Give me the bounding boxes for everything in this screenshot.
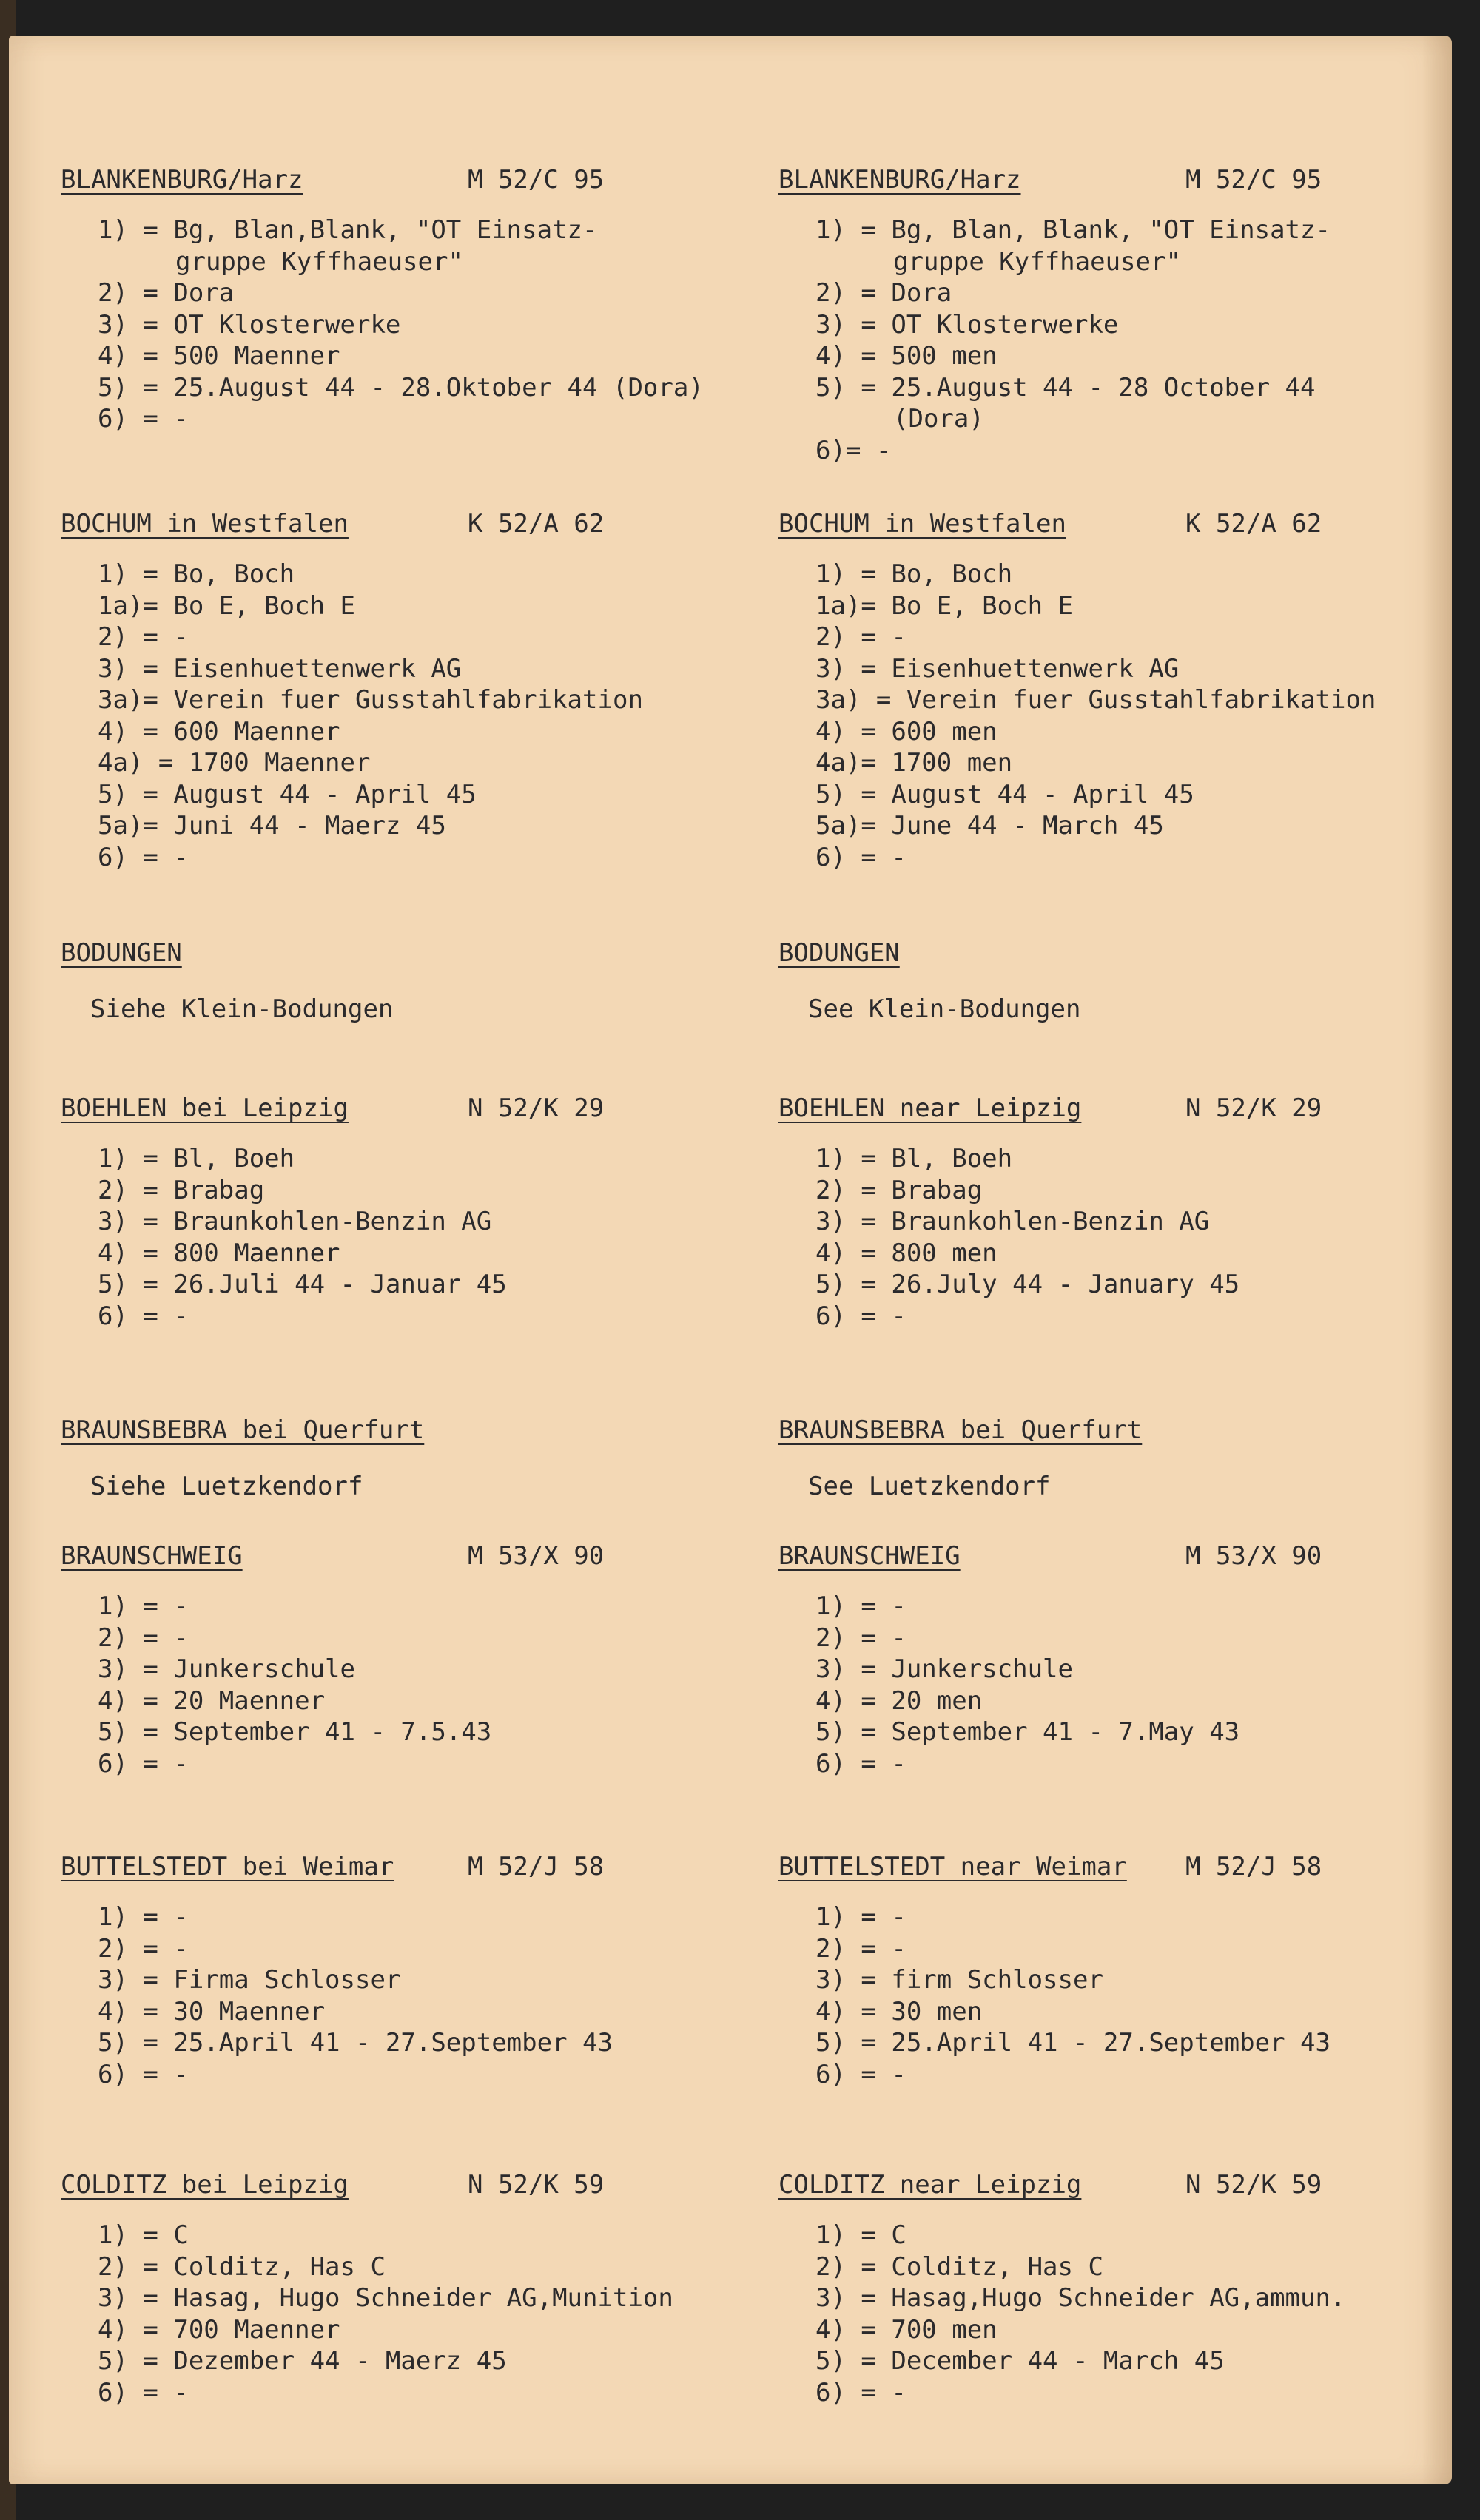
field-line: 5) = 26.July 44 - January 45	[815, 1270, 1240, 1299]
entry-right-3	[771, 1090, 1422, 1332]
document-page	[9, 36, 1452, 2484]
field-line: 4) = 30 Maenner	[98, 1996, 326, 2027]
field-line: 2) = Brabag	[815, 1175, 983, 1205]
entry-fields	[815, 215, 1422, 466]
field-line: 5) = August 44 - April 45	[815, 779, 1194, 809]
entry-right-4	[771, 1412, 1422, 1502]
place-name: COLDITZ near Leipzig	[778, 2170, 1082, 2200]
map-code: N 52/K 59	[468, 2170, 605, 2200]
field-line: 5) = Dezember 44 - Maerz 45	[98, 2346, 507, 2376]
field-line: 4) = 30 men	[815, 1996, 983, 2027]
field-line: 1) = C	[98, 2220, 189, 2250]
field-line: 1) = -	[815, 1902, 906, 1932]
field-line: 5a)= June 44 - March 45	[815, 811, 1164, 840]
place-name: BODUNGEN	[61, 938, 182, 968]
place-name: BUTTELSTEDT bei Weimar	[61, 1852, 394, 1881]
place-name: BUTTELSTEDT near Weimar	[778, 1852, 1127, 1881]
entry-heading	[771, 1412, 1422, 1449]
field-line: 5) = 26.Juli 44 - Januar 45	[98, 1270, 507, 1299]
field-line: 5) = September 41 - 7.5.43	[98, 1717, 492, 1747]
place-name: BLANKENBURG/Harz	[778, 165, 1021, 195]
field-line: 1) = C	[815, 2220, 906, 2250]
entry-heading	[53, 1537, 704, 1574]
field-line: 4a)= 1700 men	[815, 748, 1013, 778]
field-line: 3) = Junkerschule	[815, 1654, 1073, 1684]
place-name: BRAUNSBEBRA bei Querfurt	[778, 1415, 1143, 1445]
place-name: BRAUNSBEBRA bei Querfurt	[61, 1415, 425, 1445]
field-line: 2) = -	[815, 622, 906, 652]
field-line: 4) = 20 men	[815, 1685, 983, 1716]
field-line: gruppe Kyffhaeuser"	[893, 246, 1181, 277]
field-line: 3a)= Verein fuer Gusstahlfabrikation	[98, 685, 643, 715]
field-line: 4) = 800 men	[815, 1238, 998, 1268]
field-line: 1) = -	[98, 1902, 189, 1932]
field-line: 3) = Junkerschule	[98, 1654, 355, 1684]
map-code: M 52/C 95	[468, 165, 605, 195]
place-name: BRAUNSCHWEIG	[778, 1541, 961, 1571]
field-line: 2) = Brabag	[98, 1175, 265, 1205]
field-line: 3) = Hasag,Hugo Schneider AG,ammun.	[815, 2283, 1346, 2313]
field-line: 1) = Bo, Boch	[815, 559, 1013, 589]
field-line: 6) = -	[98, 1301, 189, 1331]
field-line: 3) = OT Klosterwerke	[98, 309, 401, 340]
map-code: K 52/A 62	[1185, 509, 1322, 539]
field-line: 2) = -	[98, 1623, 189, 1653]
field-line: 6) = -	[815, 1748, 906, 1779]
field-line: 6) = -	[98, 842, 189, 872]
field-line: 6) = -	[98, 2377, 189, 2408]
field-line: 6) = -	[815, 842, 906, 872]
field-line: 6) = -	[815, 2377, 906, 2408]
entry-heading	[53, 161, 704, 198]
entry-left-6	[53, 1848, 704, 2090]
english-column	[771, 36, 1422, 2484]
map-code: N 52/K 59	[1185, 2170, 1322, 2200]
field-line: 1) = Bg, Blan, Blank, "OT Einsatz-	[815, 215, 1331, 245]
entry-left-2	[53, 934, 704, 1025]
field-line: 1) = Bl, Boeh	[98, 1144, 295, 1173]
field-line: 2) = -	[98, 622, 189, 652]
field-line: 5) = September 41 - 7.May 43	[815, 1717, 1240, 1747]
map-code: N 52/K 29	[468, 1094, 605, 1123]
entry-heading	[53, 505, 704, 542]
field-line: 6) = -	[98, 404, 189, 434]
field-line: 3) = Hasag, Hugo Schneider AG,Munition	[98, 2283, 673, 2313]
field-line: 4) = 500 Maenner	[98, 341, 340, 371]
german-column	[53, 36, 704, 2484]
field-line: 4) = 600 men	[815, 716, 998, 747]
field-line: 2) = -	[815, 1623, 906, 1653]
entry-fields	[98, 1901, 704, 2090]
entry-heading	[53, 2166, 704, 2203]
map-code: N 52/K 29	[1185, 1094, 1322, 1123]
entry-fields	[815, 1591, 1422, 1779]
place-name: BOEHLEN bei Leipzig	[61, 1094, 349, 1123]
entry-left-3	[53, 1090, 704, 1332]
field-line: 6) = -	[815, 2059, 906, 2089]
entry-right-2	[771, 934, 1422, 1025]
entry-fields	[98, 215, 704, 435]
entry-left-1	[53, 505, 704, 873]
place-name: BODUNGEN	[778, 938, 900, 968]
field-line: 1) = Bo, Boch	[98, 559, 295, 589]
field-line: 4) = 700 Maenner	[98, 2314, 340, 2345]
map-code: M 52/C 95	[1185, 165, 1322, 195]
field-line: 5) = 25.August 44 - 28 October 44	[815, 372, 1316, 402]
field-line: 2) = Colditz, Has C	[98, 2251, 386, 2282]
entry-heading	[771, 505, 1422, 542]
entry-left-5	[53, 1537, 704, 1779]
field-line: 3a) = Verein fuer Gusstahlfabrikation	[815, 685, 1376, 715]
entry-fields	[98, 559, 704, 873]
entry-heading	[53, 1848, 704, 1885]
entry-right-1	[771, 505, 1422, 873]
entry-right-6	[771, 1848, 1422, 2090]
field-line: 2) = Colditz, Has C	[815, 2251, 1103, 2282]
entry-fields	[98, 1591, 704, 1779]
place-name: BOCHUM in Westfalen	[778, 509, 1066, 539]
field-line: 4) = 500 men	[815, 341, 998, 371]
field-line: 5) = 25.August 44 - 28.Oktober 44 (Dora)	[98, 372, 704, 402]
field-line: 4) = 600 Maenner	[98, 716, 340, 747]
entry-right-5	[771, 1537, 1422, 1779]
entry-heading	[771, 1537, 1422, 1574]
entry-fields	[815, 1901, 1422, 2090]
map-code: K 52/A 62	[468, 509, 605, 539]
field-line: 1a)= Bo E, Boch E	[815, 590, 1073, 621]
cross-reference-note: Siehe Luetzkendorf	[90, 1472, 363, 1501]
field-line: 5) = August 44 - April 45	[98, 779, 477, 809]
place-name: BRAUNSCHWEIG	[61, 1541, 243, 1571]
field-line: 2) = -	[98, 1933, 189, 1964]
map-code: M 52/J 58	[468, 1852, 605, 1881]
field-line: 6)= -	[815, 435, 892, 465]
field-line: 1) = Bl, Boeh	[815, 1144, 1013, 1173]
entry-heading	[771, 1848, 1422, 1885]
map-code: M 53/X 90	[1185, 1541, 1322, 1571]
map-code: M 53/X 90	[468, 1541, 605, 1571]
field-line: 4) = 20 Maenner	[98, 1685, 326, 1716]
field-line: 5) = 25.April 41 - 27.September 43	[98, 2028, 613, 2058]
entry-heading	[53, 1090, 704, 1127]
field-line: 3) = Eisenhuettenwerk AG	[98, 653, 462, 684]
place-name: BOCHUM in Westfalen	[61, 509, 349, 539]
field-line: 2) = Dora	[815, 278, 952, 308]
page-edge-shadow	[1422, 36, 1452, 2484]
field-line: gruppe Kyffhaeuser"	[175, 246, 463, 277]
field-line: 3) = OT Klosterwerke	[815, 309, 1119, 340]
entry-heading	[53, 934, 704, 971]
entry-right-7	[771, 2166, 1422, 2408]
entry-fields	[98, 1143, 704, 1332]
field-line: 2) = Dora	[98, 278, 235, 308]
place-name: BOEHLEN near Leipzig	[778, 1094, 1082, 1123]
entry-left-7	[53, 2166, 704, 2408]
field-line: 4) = 700 men	[815, 2314, 998, 2345]
field-line: 1) = -	[815, 1591, 906, 1621]
place-name: COLDITZ bei Leipzig	[61, 2170, 349, 2200]
field-line: 5a)= Juni 44 - Maerz 45	[98, 811, 446, 840]
entry-heading	[771, 1090, 1422, 1127]
field-line: 6) = -	[815, 1301, 906, 1331]
entry-heading	[771, 161, 1422, 198]
place-name: BLANKENBURG/Harz	[61, 165, 303, 195]
entry-left-4	[53, 1412, 704, 1502]
field-line: 1) = Bg, Blan,Blank, "OT Einsatz-	[98, 215, 598, 245]
field-line: 3) = firm Schlosser	[815, 1965, 1103, 1995]
field-line: 4) = 800 Maenner	[98, 1238, 340, 1268]
field-line: 3) = Braunkohlen-Benzin AG	[815, 1207, 1210, 1236]
entry-heading	[53, 1412, 704, 1449]
field-line: 6) = -	[98, 2059, 189, 2089]
field-line: (Dora)	[893, 404, 984, 434]
field-line: 3) = Eisenhuettenwerk AG	[815, 653, 1180, 684]
entry-heading	[771, 2166, 1422, 2203]
entry-right-0	[771, 161, 1422, 466]
field-line: 2) = -	[815, 1933, 906, 1964]
entry-fields	[98, 2220, 704, 2408]
entry-fields	[815, 2220, 1422, 2408]
entry-left-0	[53, 161, 704, 435]
field-line: 1) = -	[98, 1591, 189, 1621]
entry-fields	[815, 1143, 1422, 1332]
field-line: 4a) = 1700 Maenner	[98, 748, 371, 778]
cross-reference-note: See Luetzkendorf	[808, 1472, 1051, 1501]
entry-heading	[771, 934, 1422, 971]
field-line: 1a)= Bo E, Boch E	[98, 590, 355, 621]
field-line: 6) = -	[98, 1748, 189, 1779]
field-line: 3) = Braunkohlen-Benzin AG	[98, 1207, 492, 1236]
cross-reference-note: See Klein-Bodungen	[808, 994, 1081, 1024]
entry-fields	[815, 559, 1422, 873]
field-line: 5) = 25.April 41 - 27.September 43	[815, 2028, 1331, 2058]
field-line: 5) = December 44 - March 45	[815, 2346, 1225, 2376]
cross-reference-note: Siehe Klein-Bodungen	[90, 994, 394, 1024]
field-line: 3) = Firma Schlosser	[98, 1965, 401, 1995]
map-code: M 52/J 58	[1185, 1852, 1322, 1881]
